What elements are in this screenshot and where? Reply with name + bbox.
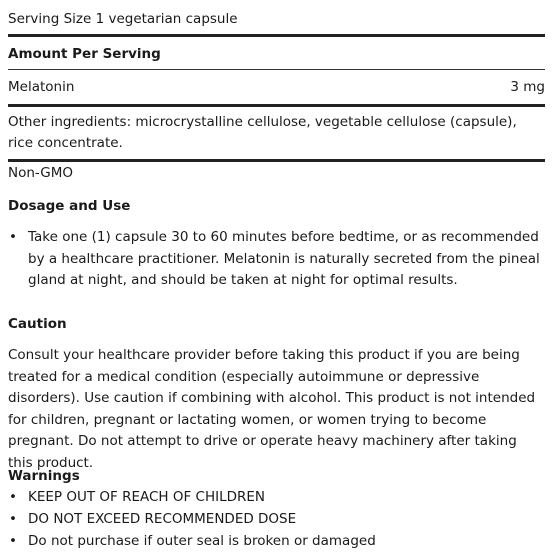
list-item — [8, 531, 545, 553]
list-item — [8, 509, 545, 531]
nutrient-row-melatonin — [8, 77, 545, 97]
nutrient-name: Melatonin — [8, 79, 75, 95]
dosage-list — [8, 227, 545, 292]
list-item — [8, 227, 545, 292]
bullet-icon: • — [9, 510, 17, 527]
bullet-icon: • — [9, 489, 17, 505]
dosage-heading: Dosage and Use — [8, 198, 131, 214]
serving-size: Serving Size 1 vegetarian capsule — [8, 11, 238, 27]
nutrient-amount: 3 mg — [510, 79, 545, 95]
other-ingredients: Other ingredients: microcrystalline cellulose, vegetable cellulose (capsule), rice concentrate. — [8, 114, 517, 151]
caution-heading: Caution — [8, 316, 67, 332]
list-item — [8, 487, 545, 509]
warnings-heading: Warnings — [8, 468, 80, 484]
warning-item-text: DO NOT EXCEED RECOMMENDED DOSE — [28, 510, 297, 527]
bullet-icon: • — [9, 532, 17, 549]
non-gmo-label: Non-GMO — [8, 165, 74, 181]
warning-item-text: Do not purchase if outer seal is broken or damaged — [28, 532, 376, 549]
caution-text: Consult your healthcare provider before taking this product if you are being treated for a medical condition (especially autoimmune or depressive disorders). Use caution if combining with alcohol. This product is not intended for children, pregnant or lactating women, or women trying to become pregnant. Do not attempt to drive or operate heavy machinery after taking this product. — [8, 347, 536, 471]
divider — [8, 69, 545, 70]
warning-item-text: KEEP OUT OF REACH OF CHILDREN — [28, 489, 266, 505]
amount-per-serving-header: Amount Per Serving — [8, 46, 161, 62]
dosage-item-text: Take one (1) capsule 30 to 60 minutes before bedtime, or as recommended by a healthcare practitioner. Melatonin is naturally secreted from the pineal gland at night, and should be taken at night for optimal results. — [28, 229, 540, 288]
bullet-icon: • — [9, 229, 17, 245]
thick-divider — [8, 34, 545, 37]
thick-divider — [8, 159, 545, 162]
thick-divider — [8, 104, 545, 107]
warnings-list — [8, 487, 545, 552]
